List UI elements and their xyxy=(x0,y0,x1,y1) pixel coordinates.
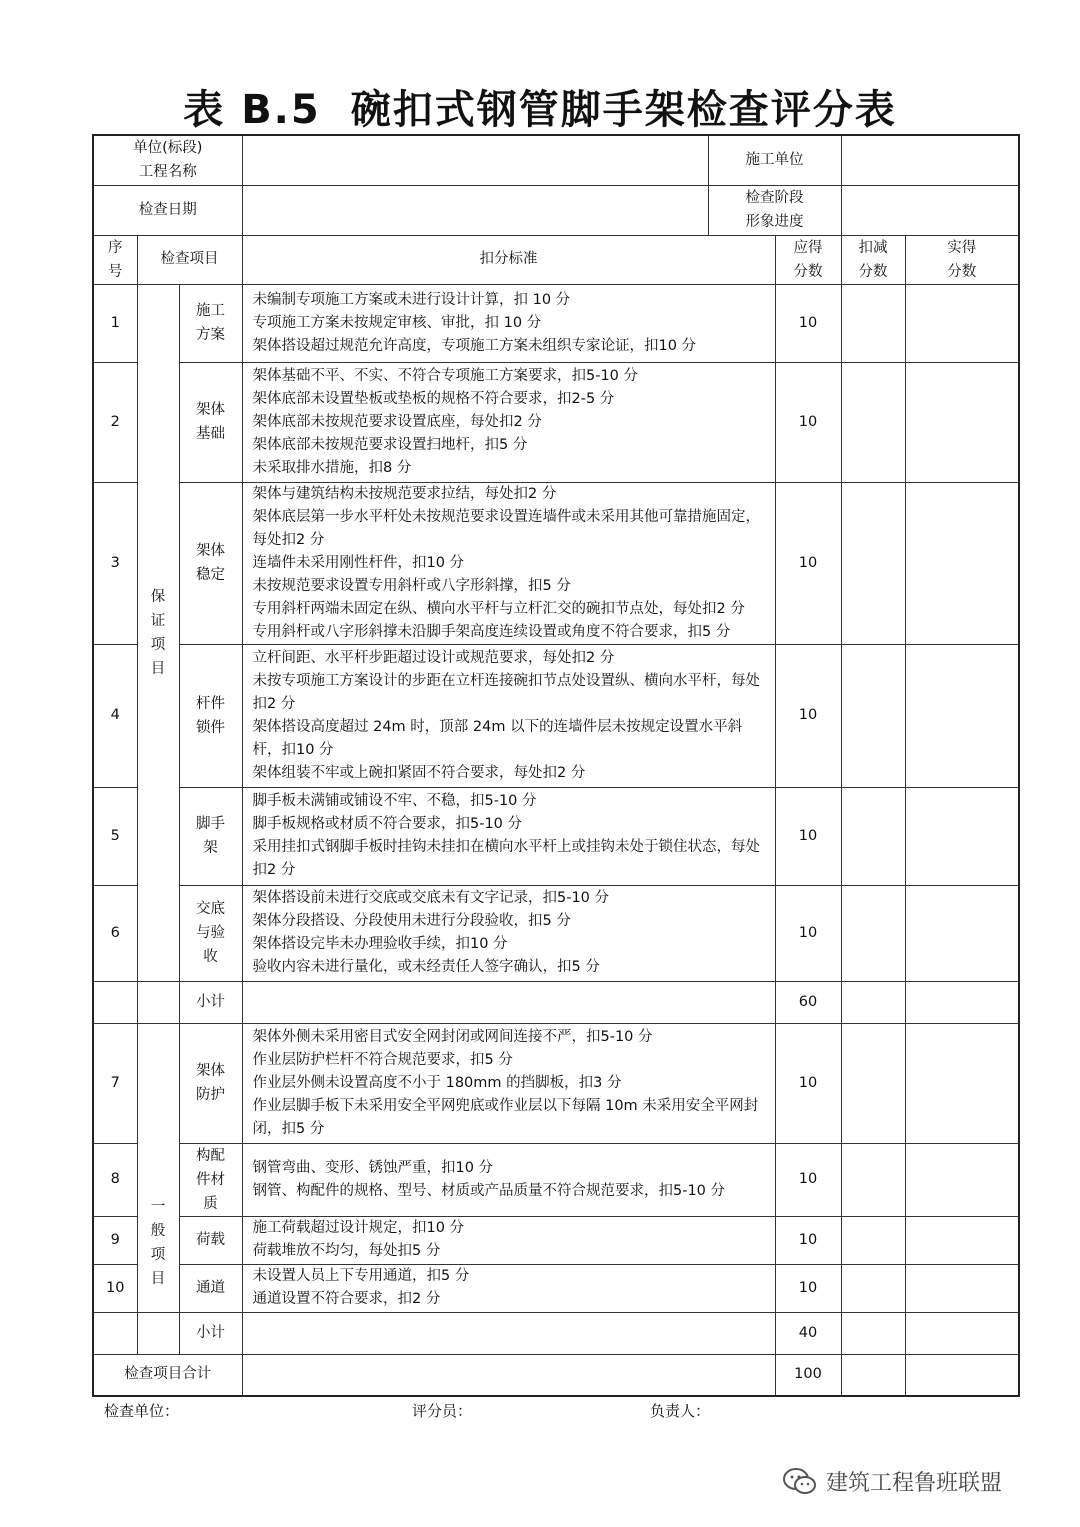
watermark-text: 建筑工程鲁班联盟 xyxy=(826,1471,1003,1496)
table-row xyxy=(93,284,1019,362)
subtotal-label: 小计 xyxy=(179,981,242,1023)
col-due: 应得 分数 xyxy=(775,235,841,284)
criteria: 脚手板未满铺或铺设不牢、不稳，扣5-10 分 脚手板规格或材质不符合要求，扣5-10 分 采用挂扣式钢脚手板时挂钩未挂扣在横向水平杆上或挂钩未处于锁住状态，每处扣2 分 xyxy=(242,787,775,885)
scoring-table xyxy=(92,134,1020,1397)
due-score: 10 xyxy=(775,284,841,362)
contractor-value-cell[interactable] xyxy=(841,135,1019,185)
row-no: 3 xyxy=(93,482,137,644)
item-name: 杆件 锁件 xyxy=(179,644,242,787)
deduct-cell[interactable] xyxy=(841,1143,905,1216)
subtotal-row xyxy=(93,1312,1019,1354)
criteria: 架体外侧未采用密目式安全网封闭或网间连接不严，扣5-10 分 作业层防护栏杆不符合规范要求，扣5 分 作业层外侧未设置高度不小于 180mm 的挡脚板，扣3 分 作业层脚手板下未采用安全平网兜底或作业层以下每隔 10m 未采用安全平网封闭，扣5 分 xyxy=(242,1023,775,1143)
row-no: 10 xyxy=(93,1264,137,1312)
due-score: 10 xyxy=(775,1143,841,1216)
deduct-cell[interactable] xyxy=(841,1354,905,1396)
due-score: 10 xyxy=(775,482,841,644)
deduct-cell[interactable] xyxy=(841,787,905,885)
item-name: 通道 xyxy=(179,1264,242,1312)
table-number: 表 B.5 xyxy=(183,87,321,133)
deduct-cell[interactable] xyxy=(841,1216,905,1264)
row-no: 6 xyxy=(93,885,137,981)
actual-cell[interactable] xyxy=(905,885,1019,981)
col-standard: 扣分标准 xyxy=(242,235,775,284)
criteria: 未设置人员上下专用通道，扣5 分 通道设置不符合要求，扣2 分 xyxy=(242,1264,775,1312)
watermark xyxy=(782,1466,1002,1497)
responsible-label: 负责人： xyxy=(650,1402,711,1420)
criteria: 施工荷载超过设计规定，扣10 分 荷载堆放不均匀，每处扣5 分 xyxy=(242,1216,775,1264)
actual-cell[interactable] xyxy=(905,1023,1019,1143)
actual-cell[interactable] xyxy=(905,1264,1019,1312)
actual-cell[interactable] xyxy=(905,284,1019,362)
unit-value-cell[interactable] xyxy=(242,135,708,185)
actual-cell[interactable] xyxy=(905,1354,1019,1396)
table-row xyxy=(93,644,1019,787)
due-score: 10 xyxy=(775,644,841,787)
actual-cell[interactable] xyxy=(905,362,1019,482)
due-score: 10 xyxy=(775,1216,841,1264)
deduct-cell[interactable] xyxy=(841,1312,905,1354)
criteria: 架体基础不平、不实、不符合专项施工方案要求，扣5-10 分 架体底部未设置垫板或垫板的规格不符合要求，扣2-5 分 架体底部未按规范要求设置底座，每处扣2 分 架体底部未按规范要求设置扫地杆，扣5 分 未采取排水措施，扣8 分 xyxy=(242,362,775,482)
item-name: 脚手 架 xyxy=(179,787,242,885)
wechat-icon xyxy=(782,1467,818,1497)
header-row-1 xyxy=(93,135,1019,185)
group-general-label: 一 般 项 目 xyxy=(137,1023,179,1312)
actual-cell[interactable] xyxy=(905,1216,1019,1264)
row-no: 9 xyxy=(93,1216,137,1264)
row-no: 8 xyxy=(93,1143,137,1216)
unit-label: 单位(标段) 工程名称 xyxy=(93,135,242,185)
row-no: 2 xyxy=(93,362,137,482)
criteria: 立杆间距、水平杆步距超过设计或规范要求，每处扣2 分 未按专项施工方案设计的步距在立杆连接碗扣节点处设置纵、横向水平杆，每处扣2 分 架体搭设高度超过 24m 时，顶部 24m 以下的连墙件层未按规定设置水平斜杆，扣10 分 架体组装不牢或上碗扣紧固不符合要求，每处扣2 分 xyxy=(242,644,775,787)
criteria: 架体与建筑结构未按规范要求拉结，每处扣2 分 架体底层第一步水平杆处未按规范要求设置连墙件或未采用其他可靠措施固定，每处扣2 分 连墙件未采用刚性杆件，扣10 分 未按规范要求设置专用斜杆或八字形斜撑，扣5 分 专用斜杆两端未固定在纵、横向水平杆与立杆汇交的碗扣节点处，每处扣2 分 专用斜杆或八字形斜撑未沿脚手架高度连续设置或角度不符合要求，扣5 分 xyxy=(242,482,775,644)
criteria: 架体搭设前未进行交底或交底未有文字记录，扣5-10 分 架体分段搭设、分段使用未进行分段验收，扣5 分 架体搭设完毕未办理验收手续，扣10 分 验收内容未进行量化，或未经责任人签字确认，扣5 分 xyxy=(242,885,775,981)
subtotal-score: 40 xyxy=(775,1312,841,1354)
deduct-cell[interactable] xyxy=(841,644,905,787)
total-score: 100 xyxy=(775,1354,841,1396)
group-guarantee-label: 保 证 项 目 xyxy=(137,284,179,981)
stage-label: 检查阶段 形象进度 xyxy=(708,185,841,235)
contractor-label: 施工单位 xyxy=(708,135,841,185)
header-row-2 xyxy=(93,185,1019,235)
due-score: 10 xyxy=(775,885,841,981)
due-score: 10 xyxy=(775,362,841,482)
deduct-cell[interactable] xyxy=(841,284,905,362)
subtotal-score: 60 xyxy=(775,981,841,1023)
deduct-cell[interactable] xyxy=(841,885,905,981)
table-row xyxy=(93,885,1019,981)
table-row xyxy=(93,1264,1019,1312)
deduct-cell[interactable] xyxy=(841,1264,905,1312)
actual-cell[interactable] xyxy=(905,1143,1019,1216)
actual-cell[interactable] xyxy=(905,1312,1019,1354)
due-score: 10 xyxy=(775,1264,841,1312)
table-row xyxy=(93,362,1019,482)
item-name: 架体 防护 xyxy=(179,1023,242,1143)
date-label: 检查日期 xyxy=(93,185,242,235)
due-score: 10 xyxy=(775,1023,841,1143)
row-no: 1 xyxy=(93,284,137,362)
scorer-label: 评分员： xyxy=(412,1402,473,1420)
item-name: 施工 方案 xyxy=(179,284,242,362)
table-row xyxy=(93,1023,1019,1143)
page-title xyxy=(0,78,1080,135)
due-score: 10 xyxy=(775,787,841,885)
item-name: 交底 与验 收 xyxy=(179,885,242,981)
deduct-cell[interactable] xyxy=(841,981,905,1023)
col-no: 序 号 xyxy=(93,235,137,284)
item-name: 架体 稳定 xyxy=(179,482,242,644)
item-name: 构配 件材 质 xyxy=(179,1143,242,1216)
column-header-row xyxy=(93,235,1019,284)
table-title: 碗扣式钢管脚手架检查评分表 xyxy=(350,87,897,133)
col-deduct: 扣减 分数 xyxy=(841,235,905,284)
actual-cell[interactable] xyxy=(905,981,1019,1023)
table-row xyxy=(93,482,1019,644)
inspect-unit-label: 检查单位： xyxy=(104,1402,180,1420)
row-no: 4 xyxy=(93,644,137,787)
actual-cell[interactable] xyxy=(905,482,1019,644)
item-name: 荷载 xyxy=(179,1216,242,1264)
deduct-cell[interactable] xyxy=(841,482,905,644)
stage-value-cell[interactable] xyxy=(841,185,1019,235)
row-no: 7 xyxy=(93,1023,137,1143)
item-name: 架体 基础 xyxy=(179,362,242,482)
criteria: 未编制专项施工方案或未进行设计计算，扣 10 分 专项施工方案未按规定审核、审批，扣 10 分 架体搭设超过规范允许高度，专项施工方案未组织专家论证，扣10 分 xyxy=(242,284,775,362)
deduct-cell[interactable] xyxy=(841,1023,905,1143)
table-row xyxy=(93,787,1019,885)
actual-cell[interactable] xyxy=(905,644,1019,787)
table-row xyxy=(93,1143,1019,1216)
table-row xyxy=(93,1216,1019,1264)
subtotal-label: 小计 xyxy=(179,1312,242,1354)
deduct-cell[interactable] xyxy=(841,362,905,482)
criteria: 钢管弯曲、变形、锈蚀严重，扣10 分 钢管、构配件的规格、型号、材质或产品质量不符合规范要求，扣5-10 分 xyxy=(242,1143,775,1216)
date-value-cell[interactable] xyxy=(242,185,708,235)
total-label: 检查项目合计 xyxy=(93,1354,242,1396)
col-item: 检查项目 xyxy=(137,235,242,284)
total-row xyxy=(93,1354,1019,1396)
actual-cell[interactable] xyxy=(905,787,1019,885)
row-no: 5 xyxy=(93,787,137,885)
col-actual: 实得 分数 xyxy=(905,235,1019,284)
subtotal-row xyxy=(93,981,1019,1023)
